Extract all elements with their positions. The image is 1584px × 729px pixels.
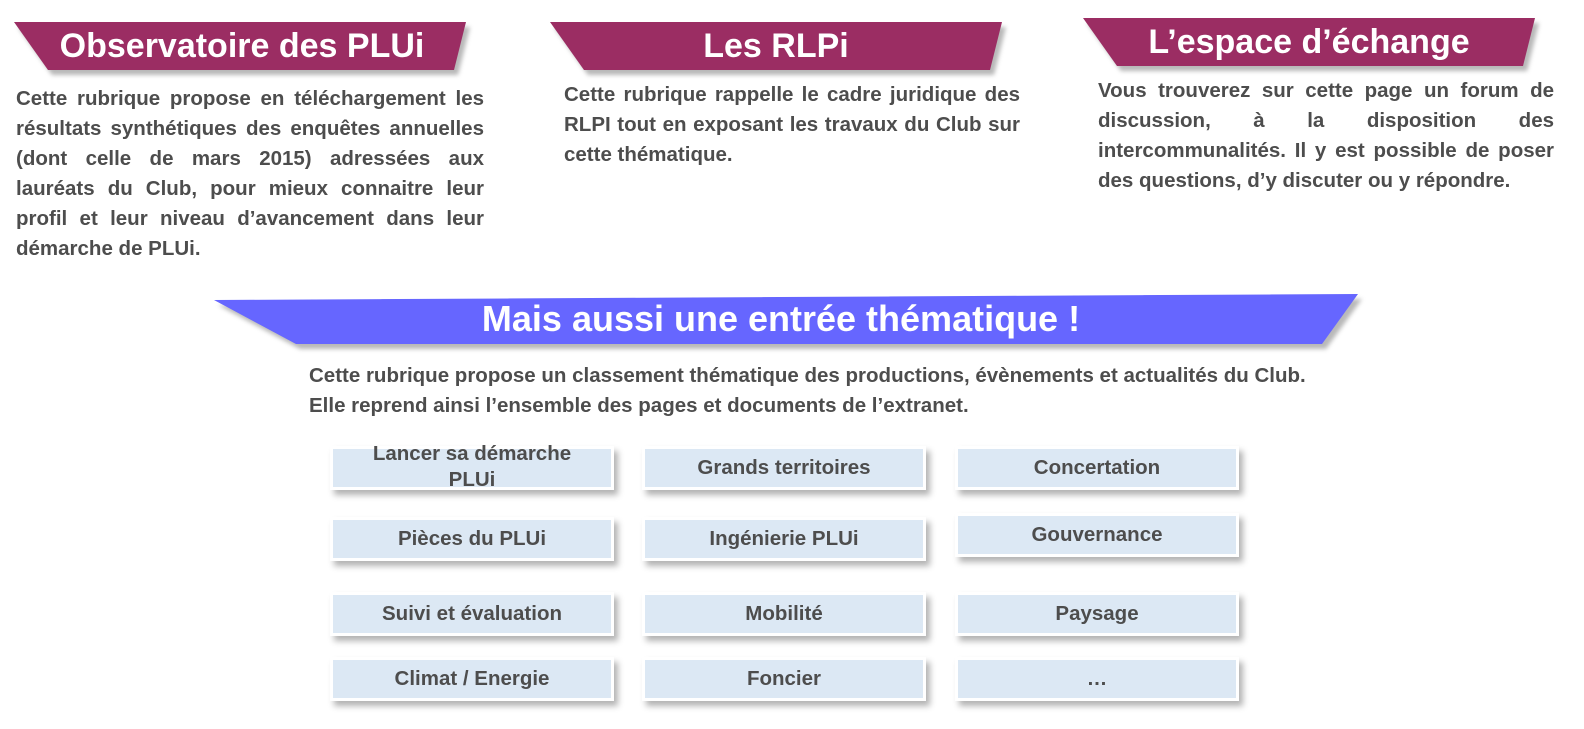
tile-label: …	[1086, 667, 1108, 690]
tile-grands-territoires[interactable]	[642, 446, 926, 490]
tile-suivi-et-evaluation[interactable]	[330, 592, 614, 636]
tile-more[interactable]	[955, 657, 1239, 701]
thematique-description: Cette rubrique propose un classement thématique des productions, évènements et actualités du Club. Elle reprend ainsi l’ensemble des pages et documents de l’extranet.	[309, 364, 1306, 417]
tile-climat-energie[interactable]	[330, 657, 614, 701]
tile-label: Pièces du PLUi	[397, 527, 547, 550]
tile-label: Mobilité	[745, 602, 823, 625]
tile-gouvernance[interactable]	[955, 513, 1239, 557]
tile-label: Concertation	[1033, 456, 1161, 479]
observatoire-description: Cette rubrique propose en téléchargement les résultats synthétiques des enquêtes annuelles (dont celle de mars 2015) adressées aux lauréats du Club, pour mieux connaitre leur profil et leur niveau d’avancement dans leur démarche de PLUi.	[16, 87, 484, 260]
banner-observatoire	[14, 22, 466, 70]
banner-espace-echange	[1083, 18, 1535, 66]
banner-title: Mais aussi une entrée thématique !	[481, 298, 1081, 339]
banner-title: Les RLPi	[703, 26, 849, 65]
banner-title: L’espace d’échange	[1148, 22, 1470, 61]
tile-paysage[interactable]	[955, 592, 1239, 636]
banner-thematique	[214, 294, 1358, 344]
tile-label: Ingénierie PLUi	[709, 527, 859, 550]
banner-rlpi	[550, 22, 1002, 70]
tile-concertation[interactable]	[955, 446, 1239, 490]
tile-lancer-sa-demarche-plui[interactable]	[330, 442, 614, 491]
tile-label: Climat / Energie	[394, 667, 550, 690]
banner-title: Observatoire des PLUi	[59, 26, 425, 65]
rlpi-description: Cette rubrique rappelle le cadre juridique des RLPI tout en exposant les travaux du Club sur cette thématique.	[564, 83, 1020, 166]
tile-foncier[interactable]	[642, 657, 926, 701]
tile-label: Grands territoires	[697, 456, 871, 479]
tile-label: Suivi et évaluation	[382, 602, 562, 625]
tile-ingenierie-plui[interactable]	[642, 517, 926, 561]
tile-pieces-du-plui[interactable]	[330, 517, 614, 561]
tile-mobilite[interactable]	[642, 592, 926, 636]
tile-label: Gouvernance	[1031, 523, 1163, 546]
tile-label: Lancer sa démarche PLUi	[372, 442, 572, 491]
tile-label: Foncier	[746, 667, 822, 690]
espace-echange-description: Vous trouverez sur cette page un forum de discussion, à la disposition des intercommunalités. Il y est possible de poser des questions, d’y discuter ou y répondre.	[1098, 79, 1554, 192]
tile-label: Paysage	[1055, 602, 1139, 625]
